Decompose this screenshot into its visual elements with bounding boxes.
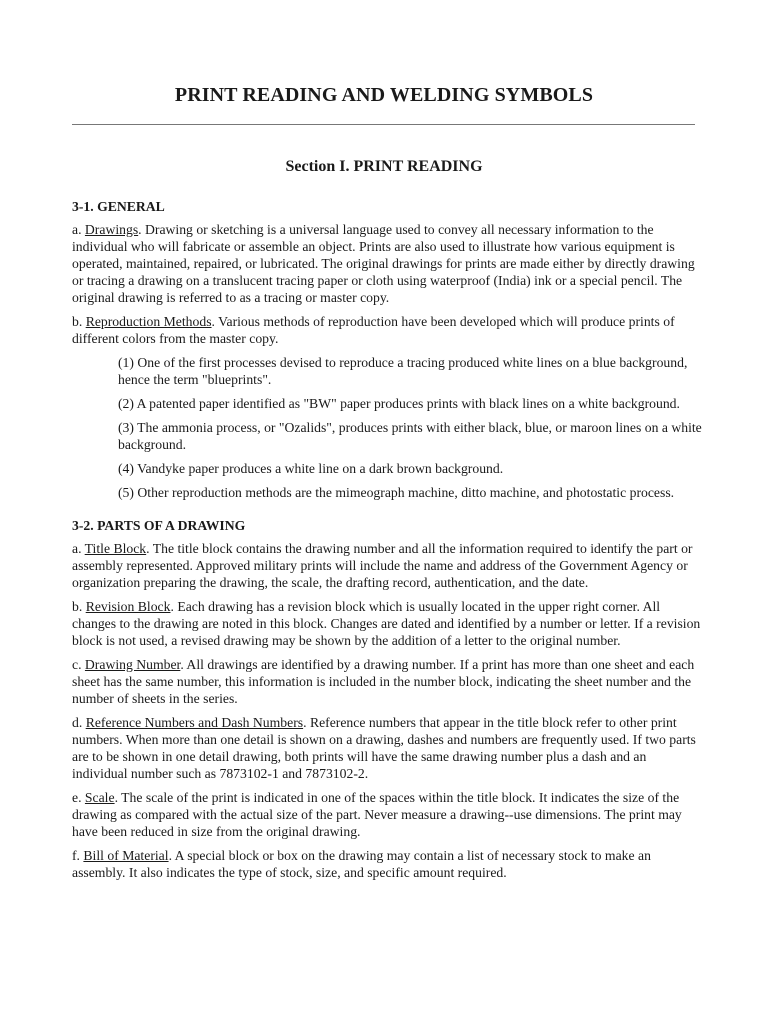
term-drawings: Drawings <box>84 222 139 237</box>
term-bill-of-material: Bill of Material <box>83 848 169 863</box>
paragraph-3-2-f <box>72 847 702 881</box>
paragraph-prefix: b. <box>72 314 86 329</box>
document-title: PRINT READING AND WELDING SYMBOLS <box>174 84 594 106</box>
paragraph-3-2-a <box>72 540 702 591</box>
paragraph-prefix: a. <box>72 222 85 237</box>
paragraph-3-2-b <box>72 598 702 649</box>
paragraph-prefix: e. <box>72 790 85 805</box>
heading-3-1: 3-1. GENERAL <box>72 199 165 214</box>
subitem-5: (5) Other reproduction methods are the mimeograph machine, ditto machine, and photostatic process. <box>118 485 675 500</box>
paragraph-3-2-e <box>72 789 702 840</box>
paragraph-text: . Reference numbers that appear in the title block refer to other print numbers. When more than one detail is shown on a drawing, dashes and numbers are frequently used. If two parts are to be shown in one detail drawing, both prints will have the same drawing number plus a dash and an individual number such as 7873102-1 and 7873102-2. <box>72 715 696 781</box>
document-body <box>72 198 702 888</box>
term-drawing-number: Drawing Number <box>84 657 181 672</box>
section-gap <box>72 508 702 517</box>
paragraph-3-2-c <box>72 656 702 707</box>
term-reference-numbers: Reference Numbers and Dash Numbers <box>85 715 304 730</box>
paragraph-prefix: a. <box>72 541 85 556</box>
paragraph-prefix: f. <box>72 848 84 863</box>
subitem-2: (2) A patented paper identified as "BW" paper produces prints with black lines on a white background. <box>118 396 680 411</box>
section-title: Section I. PRINT READING <box>285 158 483 175</box>
subitem-1: (1) One of the first processes devised to reproduce a tracing produced white lines on a blue background, hence the term "blueprints". <box>118 355 688 387</box>
paragraph-text: . The title block contains the drawing number and all the information required to identify the part or assembly represented. Approved military prints will include the name and address of the Government Agency or organization preparing the drawing, the scale, the drafting record, authentication, and the date. <box>72 541 693 590</box>
subitem-4: (4) Vandyke paper produces a white line on a dark brown background. <box>118 461 504 476</box>
paragraph-text: . The scale of the print is indicated in one of the spaces within the title block. It indicates the size of the drawing as compared with the actual size of the part. Never measure a drawing--use dimensions. The print may have been reduced in size from the original drawing. <box>72 790 682 839</box>
paragraph-3-1-a <box>72 221 702 306</box>
paragraph-prefix: b. <box>72 599 86 614</box>
paragraph-text: . Drawing or sketching is a universal language used to convey all necessary information to the individual who will fabricate or assemble an object. Prints are also used to illustrate how various equipment is operated, maintained, repaired, or lubricated. The original drawings for prints are made either by directly drawing or tracing a drawing on a translucent tracing paper or cloth using waterproof (India) ink or a special pencil. The original drawing is referred to as a tracing or master copy. <box>72 222 695 305</box>
paragraph-3-1-b <box>72 313 702 347</box>
term-reproduction-methods: Reproduction Methods <box>85 314 212 329</box>
paragraph-prefix: d. <box>72 715 86 730</box>
paragraph-prefix: c. <box>72 657 85 672</box>
paragraph-text: . Various methods of reproduction have been developed which will produce prints of different colors from the master copy. <box>72 314 675 346</box>
paragraph-text: . A special block or box on the drawing may contain a list of necessary stock to make an assembly. It also indicates the type of stock, size, and specific amount required. <box>72 848 651 880</box>
title-rule <box>72 124 695 125</box>
subitem-3: (3) The ammonia process, or "Ozalids", produces prints with either black, blue, or maroon lines on a white background. <box>118 420 702 452</box>
term-title-block: Title Block <box>84 541 147 556</box>
heading-3-2: 3-2. PARTS OF A DRAWING <box>72 518 246 533</box>
paragraph-text: . Each drawing has a revision block which is usually located in the upper right corner. All changes to the drawing are noted in this block. Changes are dated and identified by a number or letter. If a revision block is not used, a revised drawing may be shown by the addition of a letter to the original number. <box>72 599 701 648</box>
term-revision-block: Revision Block <box>85 599 171 614</box>
paragraph-3-2-d <box>72 714 702 782</box>
paragraph-text: . All drawings are identified by a drawing number. If a print has more than one sheet and each sheet has the same number, this information is included in the number block, indicating the sheet number and the number of sheets in the series. <box>72 657 695 706</box>
term-scale: Scale <box>84 790 115 805</box>
